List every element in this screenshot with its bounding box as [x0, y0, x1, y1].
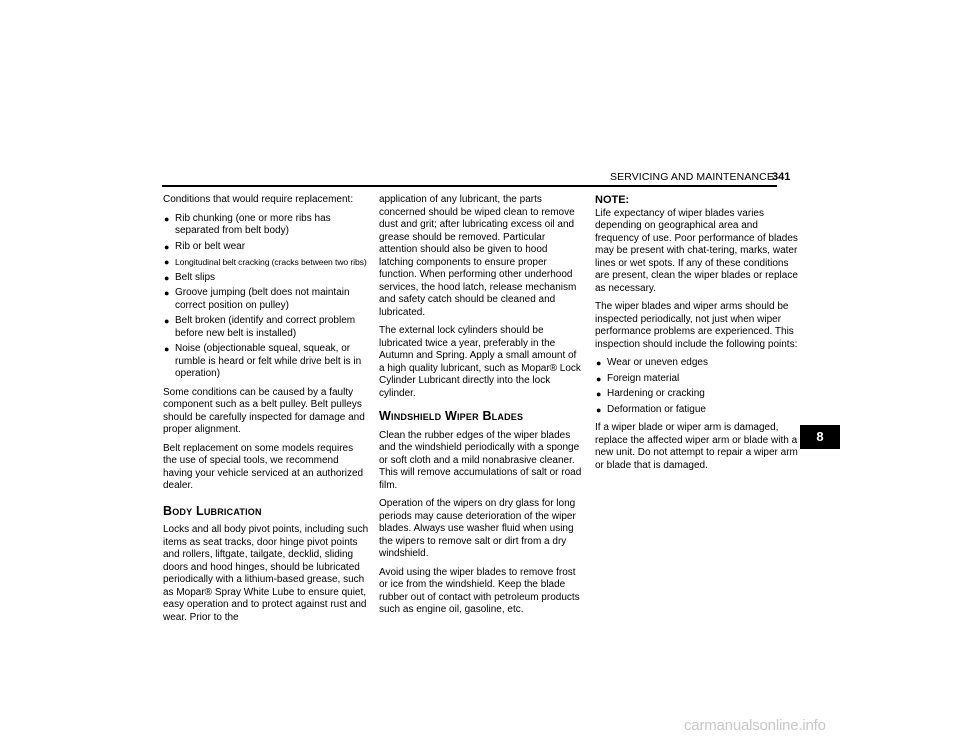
bullet-icon: ● — [164, 288, 170, 298]
paragraph-lock-cylinders: The external lock cylinders should be lubricated twice a year, preferably in the Autumn and Spring. Apply a small amount of a high quality lubricant, such as Mopar® Lock Cylinder Lubricant directly into the lock cylinder. — [379, 325, 581, 399]
bullet-icon: ● — [596, 389, 602, 399]
section-heading-body-lubrication: Body Lubrication — [163, 503, 262, 518]
bullet-icon: ● — [164, 316, 170, 326]
list-item: ● Foreign material — [596, 372, 680, 384]
column-right — [595, 194, 800, 478]
list-item: ● Noise (objectionable squeal, squeak, or rumble is heard or felt while drive belt is in operation) — [164, 343, 362, 379]
paragraph-inspection: The wiper blades and wiper arms should be inspected periodically, not just when wiper performance problems are experienced. This inspection should include the following points: — [595, 301, 798, 350]
section-heading-wiper-blades: Windshield Wiper Blades — [379, 409, 524, 423]
paragraph-damaged-wiper: If a wiper blade or wiper arm is damaged, replace the affected wiper arm or blade with a new unit. Do not attempt to repair a wiper arm or blade that is damaged. — [595, 422, 798, 471]
bullet-icon: ● — [164, 241, 170, 252]
list-item: ● Belt broken (identify and correct problem before new belt is installed) — [164, 315, 356, 339]
replacement-conditions-list — [163, 213, 369, 381]
paragraph-clean-edges: Clean the rubber edges of the wiper blades and the windshield periodically with a sponge or soft cloth and a mild nonabrasive cleaner. This will remove accumulations of salt or road film. — [379, 429, 582, 491]
conditions-intro: Conditions that would require replacement: — [163, 194, 354, 205]
bullet-icon: ● — [596, 373, 602, 384]
paragraph-body-lubrication: Locks and all body pivot points, including such items as seat tracks, door hinge pivot points and rollers, liftgate, tailgate, decklid, sliding doors and hood hinges, should be lubricated periodically with a lithium-based grease, such as Mopar® Spray White Lube to ensure quiet, easy operation and to protect against rust and wear. Prior to the — [163, 524, 369, 623]
paragraph-dry-glass: Operation of the wipers on dry glass for long periods may cause deterioration of the wiper blades. Always use washer fluid when using the wipers to remove salt or dirt from a dry windshield. — [379, 498, 576, 559]
bullet-icon: ● — [164, 257, 170, 267]
paragraph-special-tools: Belt replacement on some models requires the use of special tools, we recommend having your vehicle serviced at an authorized dealer. — [163, 442, 364, 491]
note-text: Life expectancy of wiper blades varies depending on geographical area and frequency of use. Poor performance of blades may be present with chat-tering, marks, water lines or wet spots. If any of these conditions are present, clean the wiper blades or replace as necessary. — [595, 207, 798, 294]
bullet-icon: ● — [596, 358, 602, 368]
list-item: ● Rib or belt wear — [164, 240, 246, 252]
bullet-icon: ● — [164, 272, 170, 283]
column-left — [163, 194, 369, 630]
note-label: NOTE: — [595, 194, 630, 206]
paragraph-faulty-component: Some conditions can be caused by a faulty component such as a belt pulley. Belt pulleys should be carefully inspected for damage and proper alignment. — [163, 386, 365, 435]
bullet-icon: ● — [596, 404, 602, 415]
column-middle — [379, 194, 583, 623]
paragraph-lubricant-application: application of any lubricant, the parts concerned should be wiped clean to remove dust and grit; after lubricating excess oil and grease should be removed. Particular attention should also be given to hood latching components to ensure proper function. When performing other underhood services, the hood latch, release mechanism and safety catch should be cleaned and lubricated. — [379, 194, 577, 318]
chapter-tab: 8 — [800, 425, 840, 449]
list-item: ● Belt slips — [164, 271, 216, 283]
watermark: carmanualsonline.info — [684, 717, 826, 734]
header-section-title: SERVICING AND MAINTENANCE — [610, 171, 774, 183]
paragraph-avoid-frost: Avoid using the wiper blades to remove frost or ice from the windshield. Keep the blade rubber out of contact with petroleum products such as engine oil, gasoline, etc. — [379, 566, 580, 615]
list-item: ● Wear or uneven edges — [596, 357, 708, 368]
inspection-points-list — [595, 357, 800, 416]
bullet-icon: ● — [164, 213, 170, 224]
header-rule — [162, 185, 777, 187]
list-item: ● Groove jumping (belt does not maintain correct position on pulley) — [164, 287, 350, 311]
page-number: 341 — [772, 171, 791, 183]
bullet-icon: ● — [164, 344, 170, 354]
list-item: ● Rib chunking (one or more ribs has separated from belt body) — [164, 212, 331, 236]
list-item: ● Deformation or fatigue — [596, 403, 706, 415]
list-item: ● Longitudinal belt cracking (cracks between two ribs) — [164, 257, 367, 267]
list-item: ● Hardening or cracking — [596, 388, 705, 399]
